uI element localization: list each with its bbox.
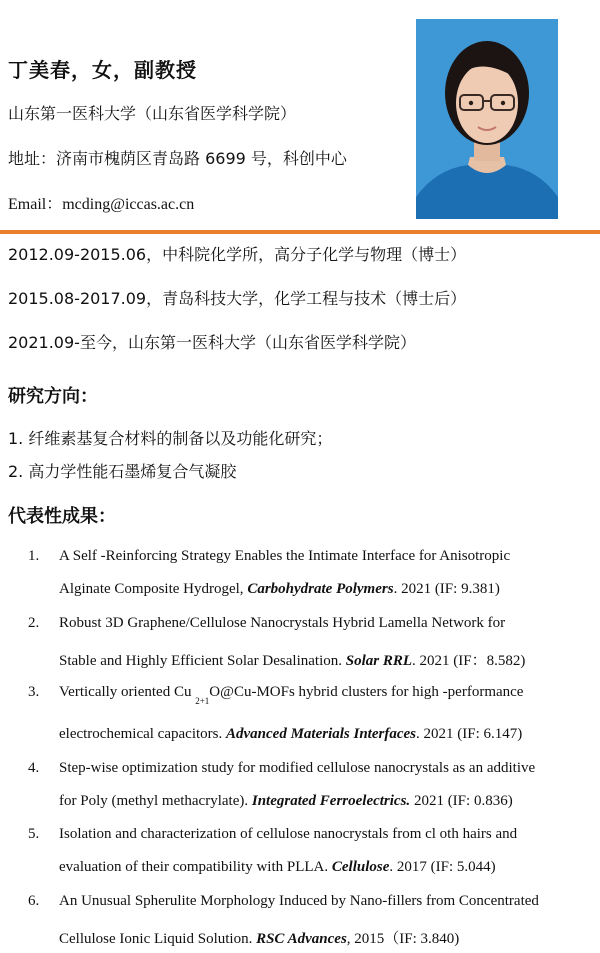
publication-citation-line bbox=[59, 649, 525, 670]
publication-title-line: Step-wise optimization study for modified cellulose nanocrystals as an additive bbox=[59, 760, 536, 776]
publication-number: 5. bbox=[28, 826, 40, 842]
affiliation: 山东第一医科大学（山东省医学科学院） bbox=[8, 104, 297, 123]
publication-title-line: Robust 3D Graphene/Cellulose Nanocrystals Hybrid Lamella Network for bbox=[59, 615, 506, 631]
portrait-icon bbox=[416, 19, 558, 219]
email-line bbox=[8, 191, 194, 214]
publication-citation-line bbox=[59, 726, 522, 743]
education-item: 2012.09-2015.06，中科院化学所，高分子化学与物理（博士） bbox=[8, 245, 467, 264]
publication-number: 3. bbox=[28, 684, 40, 700]
publication-citation-line bbox=[59, 859, 496, 876]
publication-number: 1. bbox=[28, 548, 40, 564]
citation-text: Stable and Highly Efficient Solar Desalination. bbox=[59, 653, 346, 669]
publication-citation-line bbox=[59, 793, 513, 810]
journal-name: Carbohydrate Polymers bbox=[247, 581, 394, 597]
citation-text: electrochemical capacitors. bbox=[59, 726, 226, 742]
citation-text: for Poly (methyl methacrylate). bbox=[59, 793, 252, 809]
person-name: 丁美春，女，副教授 bbox=[8, 58, 197, 82]
citation-info: 2021 (IF: 0.836) bbox=[410, 793, 513, 809]
citation-info: . 2021 (IF: 9.381) bbox=[393, 581, 500, 597]
publication-title-line: A Self -Reinforcing Strategy Enables the Intimate Interface for Anisotropic bbox=[59, 548, 511, 564]
citation-info: . 2017 (IF: 5.044) bbox=[389, 859, 496, 875]
subscript-text: 2+1 bbox=[195, 696, 210, 706]
publication-citation-line bbox=[59, 927, 459, 948]
citation-info: . 2021 (IF：8.582) bbox=[412, 653, 526, 669]
journal-name: Cellulose bbox=[331, 859, 390, 875]
education-item: 2021.09-至今，山东第一医科大学（山东省医学科学院） bbox=[8, 333, 416, 352]
journal-name: RSC Advances bbox=[256, 931, 347, 947]
citation-text: Cellulose Ionic Liquid Solution. bbox=[59, 931, 257, 947]
journal-name: Solar RRL bbox=[345, 653, 413, 669]
section-divider bbox=[0, 230, 600, 234]
publication-title-line: Isolation and characterization of cellulose nanocrystals from cl oth hairs and bbox=[59, 826, 518, 842]
citation-info: , 2015（IF: 3.840) bbox=[346, 931, 460, 947]
research-heading: 研究方向： bbox=[8, 386, 98, 407]
publication-citation-line bbox=[59, 581, 500, 598]
education-item: 2015.08-2017.09，青岛科技大学，化学工程与技术（博士后） bbox=[8, 289, 467, 308]
publication-number: 6. bbox=[28, 893, 40, 909]
title-text: O@Cu-MOFs hybrid clusters for high -performance bbox=[209, 684, 524, 700]
publication-number: 4. bbox=[28, 760, 40, 776]
journal-name: Advanced Materials Interfaces bbox=[226, 726, 416, 742]
research-item: 2. 高力学性能石墨烯复合气凝胶 bbox=[8, 462, 237, 481]
citation-text: Alginate Composite Hydrogel, bbox=[59, 581, 248, 597]
research-item: 1. 纤维素基复合材料的制备以及功能化研究； bbox=[8, 429, 333, 448]
publication-title-line: An Unusual Spherulite Morphology Induced by Nano-fillers from Concentrated bbox=[59, 893, 539, 909]
citation-info: . 2021 (IF: 6.147) bbox=[415, 726, 523, 742]
email-label: Email： bbox=[8, 196, 63, 213]
portrait-photo bbox=[416, 19, 558, 219]
citation-text: evaluation of their compatibility with PLLA. bbox=[59, 859, 332, 875]
email-address[interactable]: mcding@iccas.ac.cn bbox=[62, 196, 195, 213]
title-text: Vertically oriented Cu bbox=[59, 684, 196, 700]
achievements-heading: 代表性成果： bbox=[8, 506, 116, 527]
publication-title-line bbox=[59, 684, 524, 706]
address: 地址：济南市槐荫区青岛路 6699 号，科创中心 bbox=[8, 149, 347, 168]
publication-number: 2. bbox=[28, 615, 40, 631]
journal-name: Integrated Ferroelectrics. bbox=[251, 793, 411, 809]
